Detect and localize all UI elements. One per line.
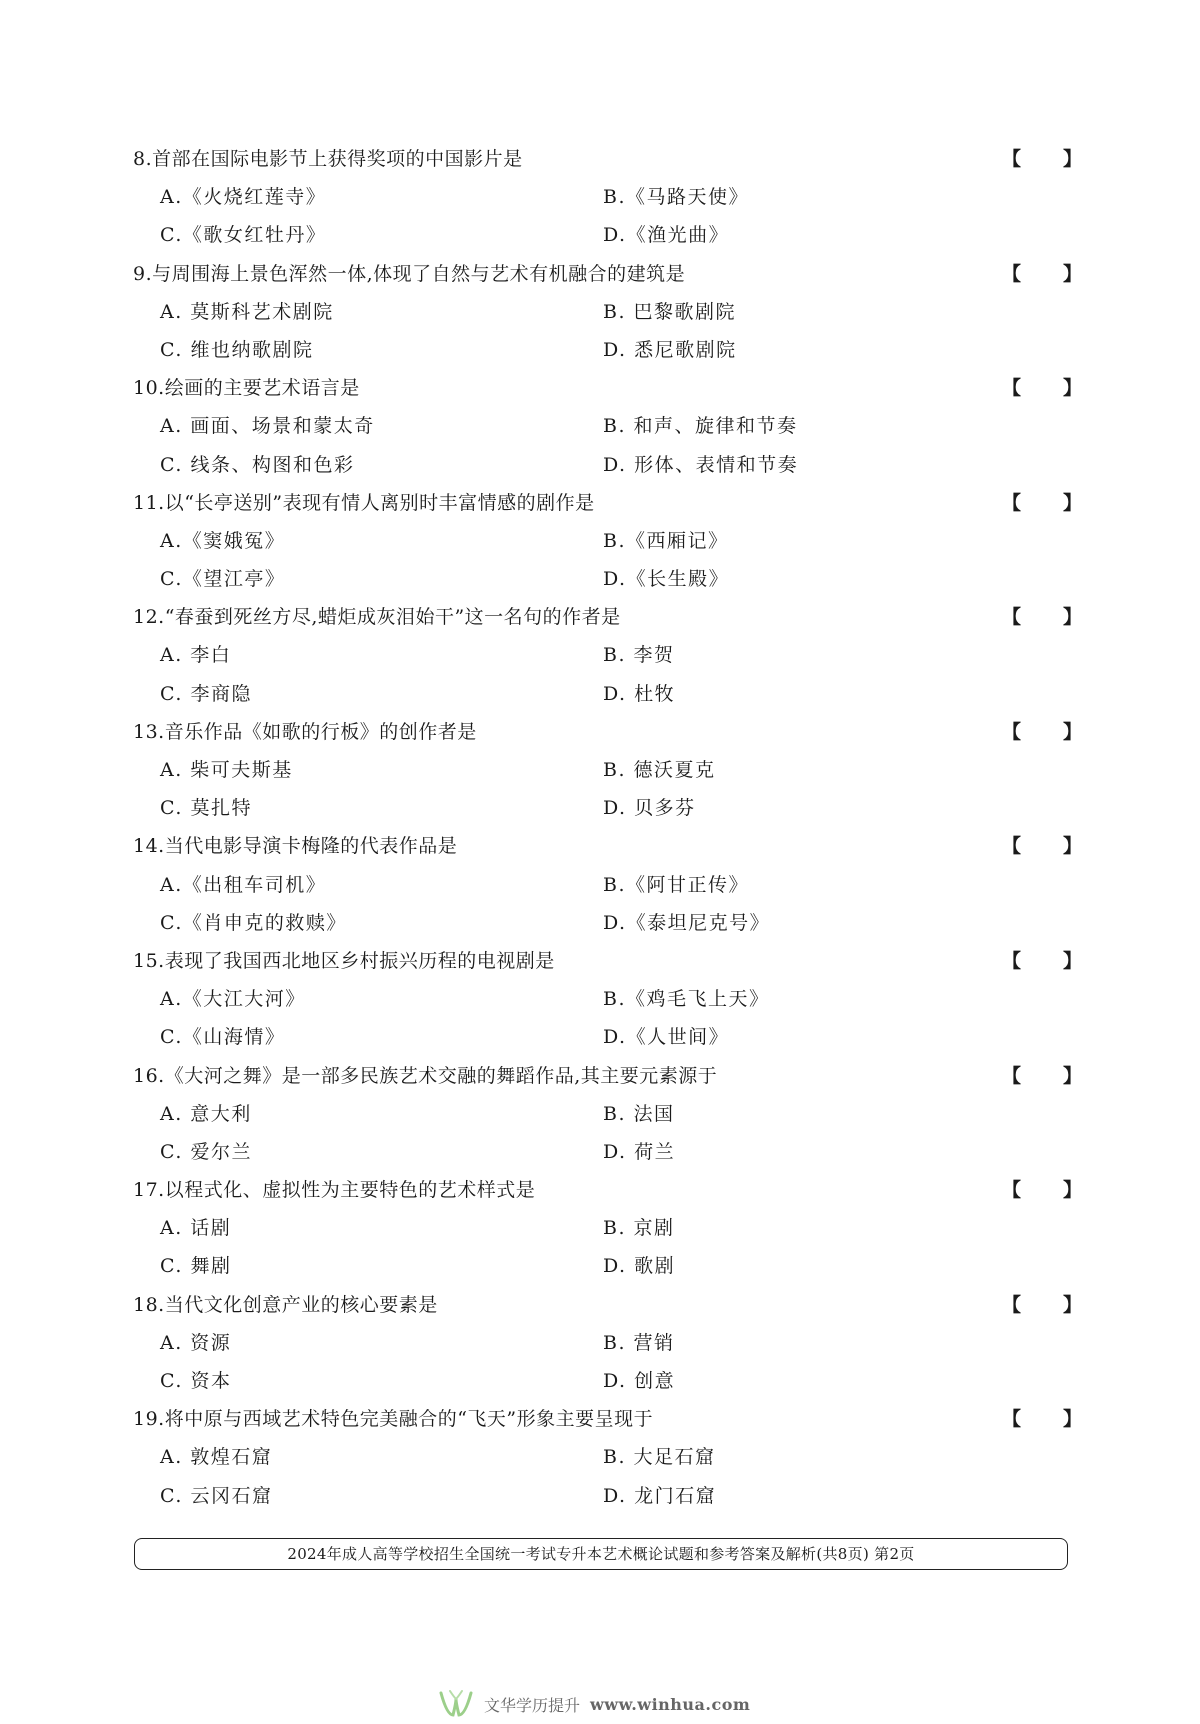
question-stem-line [0,598,1200,636]
option-D: D. 贝多芬 [603,797,696,820]
option-row [0,1018,1200,1056]
answer-bracket-open: 【 [1002,606,1022,629]
option-D: D. 歌剧 [603,1255,676,1278]
option-row [0,1209,1200,1247]
option-row [0,1438,1200,1476]
answer-bracket-close: 】 [1063,377,1083,400]
option-B: B. 京剧 [603,1217,675,1240]
answer-bracket-open: 【 [1002,262,1022,285]
option-D: D.《人世间》 [603,1026,730,1049]
question-stem-line [0,1057,1200,1095]
watermark [438,1684,750,1724]
option-C: C.《望江亭》 [160,568,286,591]
option-row [0,789,1200,827]
question-stem: 13.音乐作品《如歌的行板》的创作者是 [133,720,477,743]
answer-bracket-open: 【 [1002,1179,1022,1202]
option-row [0,1324,1200,1362]
footer-text: 2024年成人高等学校招生全国统一考试专升本艺术概论试题和参考答案及解析(共8页) 第2页 [287,1545,915,1563]
option-B: B.《阿甘正传》 [603,873,750,896]
option-A: A. 画面、场景和蒙太奇 [160,415,375,438]
question-stem-line [0,255,1200,293]
option-D: D. 形体、表情和节奏 [603,453,799,476]
option-D: D. 创意 [603,1370,676,1392]
question-stem-line [0,1286,1200,1324]
option-row [0,331,1200,369]
question-stem: 14.当代电影导演卡梅隆的代表作品是 [133,835,458,858]
option-D: D. 悉尼歌剧院 [603,338,737,361]
answer-bracket-open: 【 [1002,148,1022,170]
option-row [0,1477,1200,1515]
question-stem-line [0,369,1200,407]
question-stem-line [0,1400,1200,1438]
answer-bracket-close: 】 [1063,491,1083,514]
question-stem: 17.以程式化、虚拟性为主要特色的艺术样式是 [133,1179,536,1202]
option-row [0,293,1200,331]
option-A: A. 李白 [160,644,232,667]
option-row [0,980,1200,1018]
option-B: B.《马路天使》 [603,186,750,209]
question-stem: 19.将中原与西域艺术特色完美融合的“飞天”形象主要呈现于 [133,1408,654,1431]
answer-bracket-close: 】 [1063,148,1083,170]
option-row [0,751,1200,789]
option-C: C. 资本 [160,1370,232,1392]
option-B: B. 和声、旋律和节奏 [603,415,798,438]
option-row [0,675,1200,713]
question-stem-line [0,827,1200,865]
answer-bracket-close: 】 [1063,1293,1083,1316]
answer-bracket-open: 【 [1002,949,1022,972]
question-stem: 9.与周围海上景色浑然一体,体现了自然与艺术有机融合的建筑是 [133,262,686,285]
option-row [0,178,1200,216]
answer-bracket-open: 【 [1002,491,1022,514]
option-row [0,866,1200,904]
answer-bracket-close: 】 [1063,1179,1083,1202]
answer-bracket-close: 】 [1063,949,1083,972]
option-B: B.《鸡毛飞上天》 [603,988,770,1011]
option-D: D.《渔光曲》 [603,224,730,247]
option-C: C.《肖申克的救赎》 [160,911,347,934]
option-C: C. 莫扎特 [160,797,252,820]
option-A: A. 莫斯科艺术剧院 [160,300,334,323]
option-B: B. 李贺 [603,644,675,667]
option-row [0,1247,1200,1285]
option-C: C. 舞剧 [160,1255,232,1278]
option-D: D.《泰坦尼克号》 [603,911,771,934]
question-list [0,140,1200,1515]
option-row [0,522,1200,560]
option-C: C. 维也纳歌剧院 [160,338,314,361]
winhua-logo-icon [438,1689,474,1719]
option-C: C. 爱尔兰 [160,1140,252,1163]
question-stem: 11.以“长亭送别”表现有情人离别时丰富情感的剧作是 [133,491,595,514]
option-D: D. 龙门石窟 [603,1484,717,1507]
option-D: D. 荷兰 [603,1140,676,1163]
option-B: B. 营销 [603,1331,675,1354]
option-C: C. 线条、构图和色彩 [160,453,355,476]
option-B: B. 巴黎歌剧院 [603,300,737,323]
option-A: A. 柴可夫斯基 [160,759,293,781]
option-A: A. 话剧 [160,1217,232,1240]
answer-bracket-open: 【 [1002,1408,1022,1431]
answer-bracket-close: 】 [1063,835,1083,858]
answer-bracket-open: 【 [1002,1293,1022,1316]
option-row [0,1362,1200,1400]
option-row [0,1095,1200,1133]
question-stem: 8.首部在国际电影节上获得奖项的中国影片是 [133,148,523,170]
option-B: B. 法国 [603,1102,675,1125]
watermark-brand: 文华学历提升 [484,1695,581,1715]
answer-bracket-open: 【 [1002,377,1022,400]
option-B: B.《西厢记》 [603,529,729,552]
answer-bracket-close: 】 [1063,720,1083,743]
option-row [0,560,1200,598]
option-A: A. 敦煌石窟 [160,1446,273,1469]
question-stem: 12.“春蚕到死丝方尽,蜡炬成灰泪始干”这一名句的作者是 [133,606,621,629]
question-stem-line [0,484,1200,522]
option-row [0,407,1200,445]
watermark-url: www.winhua.com [590,1694,751,1714]
answer-bracket-close: 】 [1063,1408,1083,1431]
option-C: C. 云冈石窟 [160,1484,273,1507]
answer-bracket-close: 】 [1063,1064,1083,1087]
option-B: B. 大足石窟 [603,1446,716,1469]
option-D: D. 杜牧 [603,682,676,705]
option-A: A.《火烧红莲寺》 [160,186,327,209]
option-row [0,446,1200,484]
option-row [0,216,1200,254]
answer-bracket-close: 】 [1063,606,1083,629]
option-row [0,1133,1200,1171]
question-stem-line [0,713,1200,751]
option-A: A. 资源 [160,1331,232,1354]
question-stem-line [0,1171,1200,1209]
option-A: A.《窦娥冤》 [160,529,286,552]
question-stem: 18.当代文化创意产业的核心要素是 [133,1293,438,1316]
option-row [0,904,1200,942]
option-C: C. 李商隐 [160,682,252,705]
option-row [0,636,1200,674]
option-D: D.《长生殿》 [603,568,730,591]
option-C: C.《歌女红牡丹》 [160,224,327,247]
question-stem: 16.《大河之舞》是一部多民族艺术交融的舞蹈作品,其主要元素源于 [133,1064,718,1087]
option-B: B. 德沃夏克 [603,759,716,781]
question-stem-line [0,140,1200,178]
option-A: A. 意大利 [160,1102,252,1125]
question-stem: 15.表现了我国西北地区乡村振兴历程的电视剧是 [133,949,555,972]
answer-bracket-close: 】 [1063,262,1083,285]
question-stem: 10.绘画的主要艺术语言是 [133,377,360,400]
answer-bracket-open: 【 [1002,720,1022,743]
option-A: A.《大江大河》 [160,988,306,1011]
answer-bracket-open: 【 [1002,1064,1022,1087]
option-A: A.《出租车司机》 [160,873,327,896]
option-C: C.《山海情》 [160,1026,286,1049]
question-stem-line [0,942,1200,980]
answer-bracket-open: 【 [1002,835,1022,858]
page-footer [134,1538,1068,1570]
